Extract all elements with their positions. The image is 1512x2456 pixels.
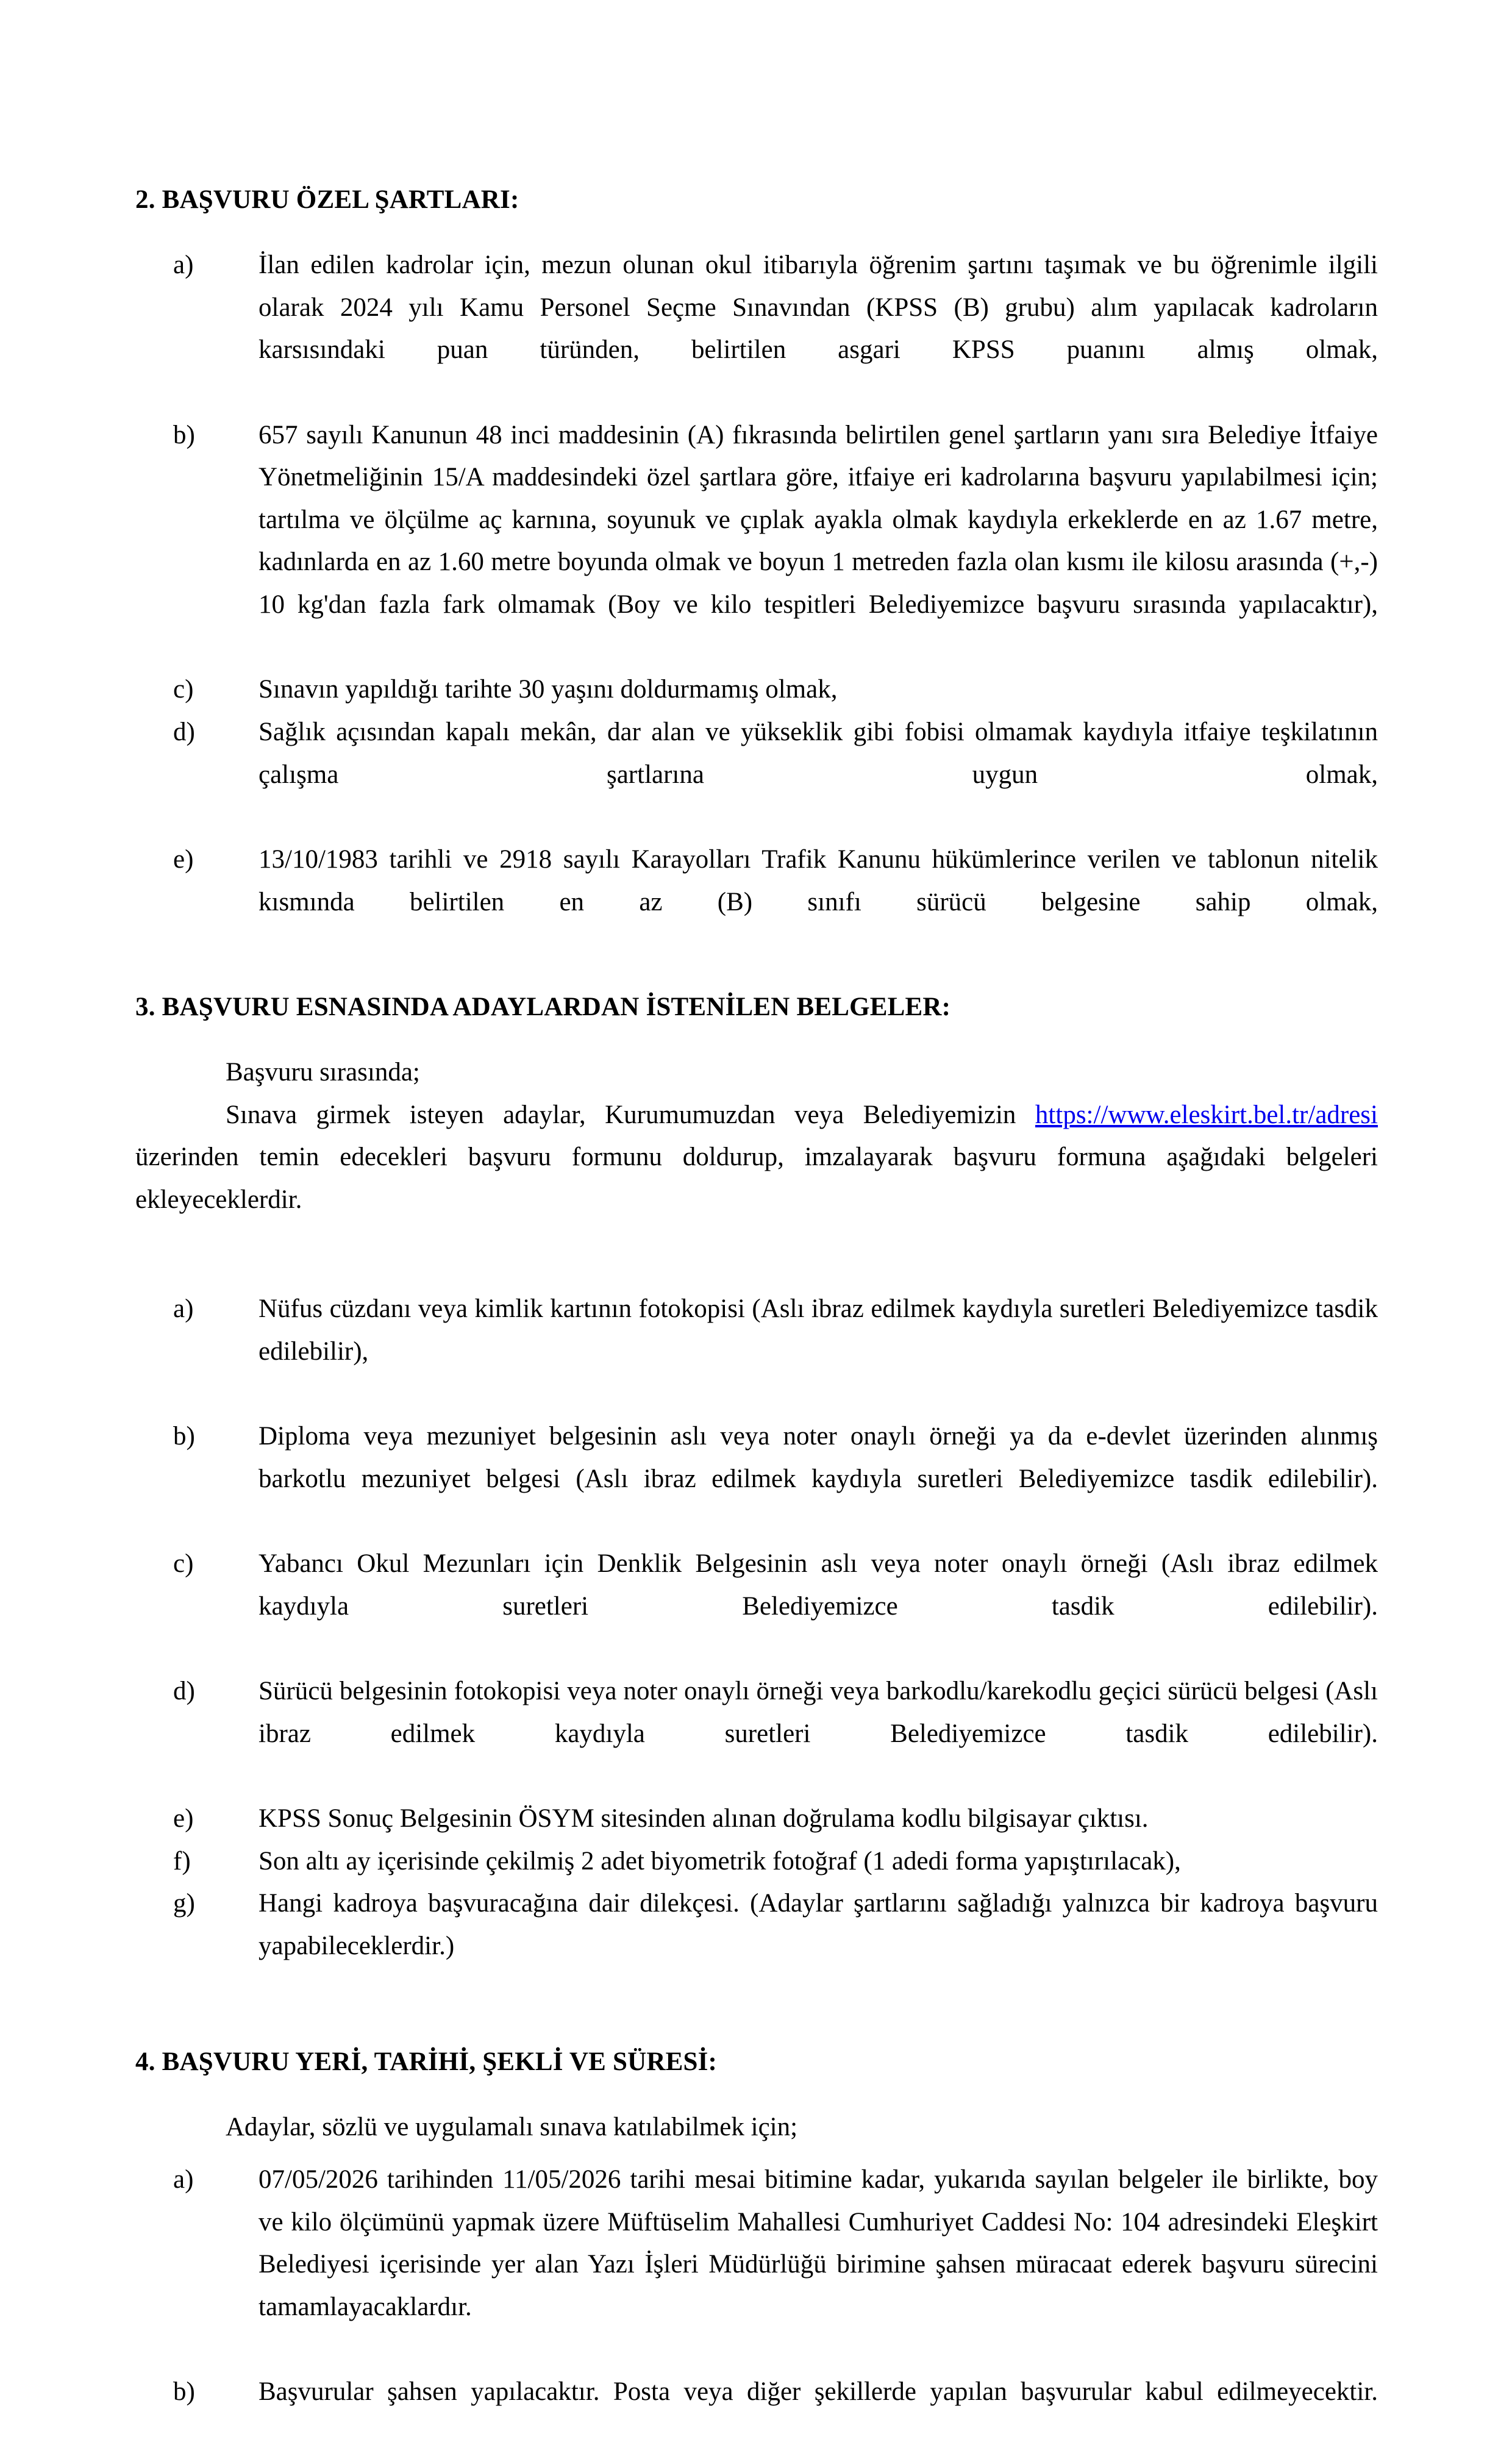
spacer <box>135 2010 1378 2045</box>
list-item <box>173 1797 1378 1840</box>
list-marker: b) <box>173 420 195 449</box>
list-item-text: Hangi kadroya başvuracağına dair dilekçesi. (Adaylar şartlarını sağladığı yalnızca bir kadroya başvuru yapabileceklerdir.) <box>259 1889 1378 1961</box>
list-item-text: Sürücü belgesinin fotokopisi veya noter onaylı örneği veya barkodlu/karekodlu geçici sürücü belgesi (Aslı ibraz edilmek kaydıyla suretleri Belediyemizce tasdik edilebilir). <box>259 1677 1378 1748</box>
spacer <box>135 2149 1378 2158</box>
list-marker: a) <box>173 2165 194 2194</box>
section-2-heading: 2. BAŞVURU ÖZEL ŞARTLARI: <box>135 185 519 214</box>
list-item <box>173 1882 1378 2010</box>
list-item-text: KPSS Sonuç Belgesinin ÖSYM sitesinden alınan doğrulama kodlu bilgisayar çıktısı. <box>259 1804 1149 1833</box>
list-item <box>173 2371 1378 2455</box>
list-marker: d) <box>173 718 195 747</box>
list-item <box>173 244 1378 414</box>
list-item-text: Diploma veya mezuniyet belgesinin aslı veya noter onaylı örneği ya da e-devlet üzerinden alınmış barkotlu mezuniyet belgesi (Aslı ibraz edilmek kaydıyla suretleri Belediyemizce tasdik edilebilir). <box>259 1422 1378 1493</box>
section-2-list <box>135 244 1378 966</box>
section-4-heading: 4. BAŞVURU YERİ, TARİHİ, ŞEKLİ VE SÜRESİ: <box>135 2047 718 2077</box>
list-item-text: Son altı ay içerisinde çekilmiş 2 adet biyometrik fotoğraf (1 adedi forma yapıştırılacak), <box>259 1846 1181 1876</box>
section-4-list <box>135 2158 1378 2456</box>
document-body <box>135 183 1378 2456</box>
list-item-text: Nüfus cüzdanı veya kimlik kartının fotokopisi (Aslı ibraz edilmek kaydıyla suretleri Belediyemizce tasdik edilebilir), <box>259 1294 1378 1366</box>
list-item-text: Başvurular şahsen yapılacaktır. Posta veya diğer şekillerde yapılan başvurular kabul edilmeyecektir. <box>259 2377 1378 2407</box>
list-marker: f) <box>173 1846 191 1876</box>
section-3-intro-line: Başvuru sırasında; <box>226 1057 420 1087</box>
list-marker: b) <box>173 1422 195 1451</box>
list-item <box>173 1415 1378 1543</box>
spacer <box>135 966 1378 990</box>
application-form-url[interactable]: https://www.eleskirt.bel.tr/adresi <box>1035 1100 1378 1129</box>
list-item-text: Yabancı Okul Mezunları için Denklik Belgesinin aslı veya noter onaylı örneği (Aslı ibraz edilmek kaydıyla suretleri Belediyemizce tasdik edilebilir). <box>259 1549 1378 1621</box>
list-item <box>173 838 1378 966</box>
list-marker: d) <box>173 1677 195 1706</box>
list-marker: e) <box>173 845 194 874</box>
list-item <box>173 668 1378 711</box>
spacer <box>135 1024 1378 1051</box>
list-item-text: Sağlık açısından kapalı mekân, dar alan ve yükseklik gibi fobisi olmamak kaydıyla itfaiye teşkilatının çalışma şartlarına uygun olmak, <box>259 718 1378 789</box>
list-item <box>173 1670 1378 1797</box>
intro-text-before-url: Sınava girmek isteyen adaylar, Kurumumuzdan veya Belediyemizin <box>226 1100 1035 1129</box>
intro-text-after-url: üzerinden temin edecekleri başvuru formunu doldurup, imzalayarak başvuru formuna aşağıdaki belgeleri ekleyeceklerdir. <box>135 1143 1378 1214</box>
section-3-intro-paragraph <box>135 1094 1378 1264</box>
section-4-intro-line: Adaylar, sözlü ve uygulamalı sınava katılabilmek için; <box>226 2113 798 2142</box>
section-3-list <box>135 1288 1378 2010</box>
list-item <box>173 2158 1378 2371</box>
list-item <box>173 1288 1378 1415</box>
list-marker: b) <box>173 2377 195 2407</box>
list-marker: a) <box>173 250 194 279</box>
list-marker: e) <box>173 1804 194 1833</box>
list-item <box>173 711 1378 838</box>
section-3-heading: 3. BAŞVURU ESNASINDA ADAYLARDAN İSTENİLEN BELGELER: <box>135 993 951 1022</box>
list-item-text: 657 sayılı Kanunun 48 inci maddesinin (A) fıkrasında belirtilen genel şartların yanı sıra Belediye İtfaiye Yönetmeliğinin 15/A maddesindeki özel şartlara göre, itfaiye eri kadrolarına başvuru yapılabilmesi için; tartılma ve ölçülme aç karnına, soyunuk ve çıplak ayakla olmak kaydıyla erkeklerde en az 1.67 metre, kadınlarda en az 1.60 metre boyunda olmak ve boyun 1 metreden fazla olan kısmı ile kilosu arasında (+,-) 10 kg'dan fazla fark olmamak (Boy ve kilo tespitleri Belediyemizce başvuru sırasında yapılacaktır), <box>259 420 1378 619</box>
list-item-text: Sınavın yapıldığı tarihte 30 yaşını doldurmamış olmak, <box>259 675 838 704</box>
spacer <box>135 2079 1378 2106</box>
list-marker: c) <box>173 675 194 704</box>
list-marker: c) <box>173 1549 194 1579</box>
list-item <box>173 1543 1378 1670</box>
list-marker: a) <box>173 1294 194 1324</box>
spacer <box>135 217 1378 244</box>
list-item-text: İlan edilen kadrolar için, mezun olunan okul itibarıyla öğrenim şartını taşımak ve bu öğrenimle ilgili olarak 2024 yılı Kamu Personel Seçme Sınavından (KPSS (B) grubu) alım yapılacak kadroların karsısındaki puan türünden, belirtilen asgari KPSS puanını almış olmak, <box>259 250 1378 365</box>
list-item-text: 13/10/1983 tarihli ve 2918 sayılı Karayolları Trafik Kanunu hükümlerince verilen ve tablonun nitelik kısmında belirtilen en az (B) sınıfı sürücü belgesine sahip olmak, <box>259 845 1378 916</box>
list-marker: g) <box>173 1889 195 1918</box>
spacer <box>135 1263 1378 1288</box>
list-item <box>173 414 1378 669</box>
list-item <box>173 1840 1378 1883</box>
list-item-text: 07/05/2026 tarihinden 11/05/2026 tarihi mesai bitimine kadar, yukarıda sayılan belgeler ile birlikte, boy ve kilo ölçümünü yapmak üzere Müftüselim Mahallesi Cumhuriyet Caddesi No: 104 adresindeki Eleşkirt Belediyesi içerisinde yer alan Yazı İşleri Müdürlüğü birimine şahsen müracaat ederek başvuru sürecini tamamlayacaklardır. <box>259 2165 1378 2321</box>
